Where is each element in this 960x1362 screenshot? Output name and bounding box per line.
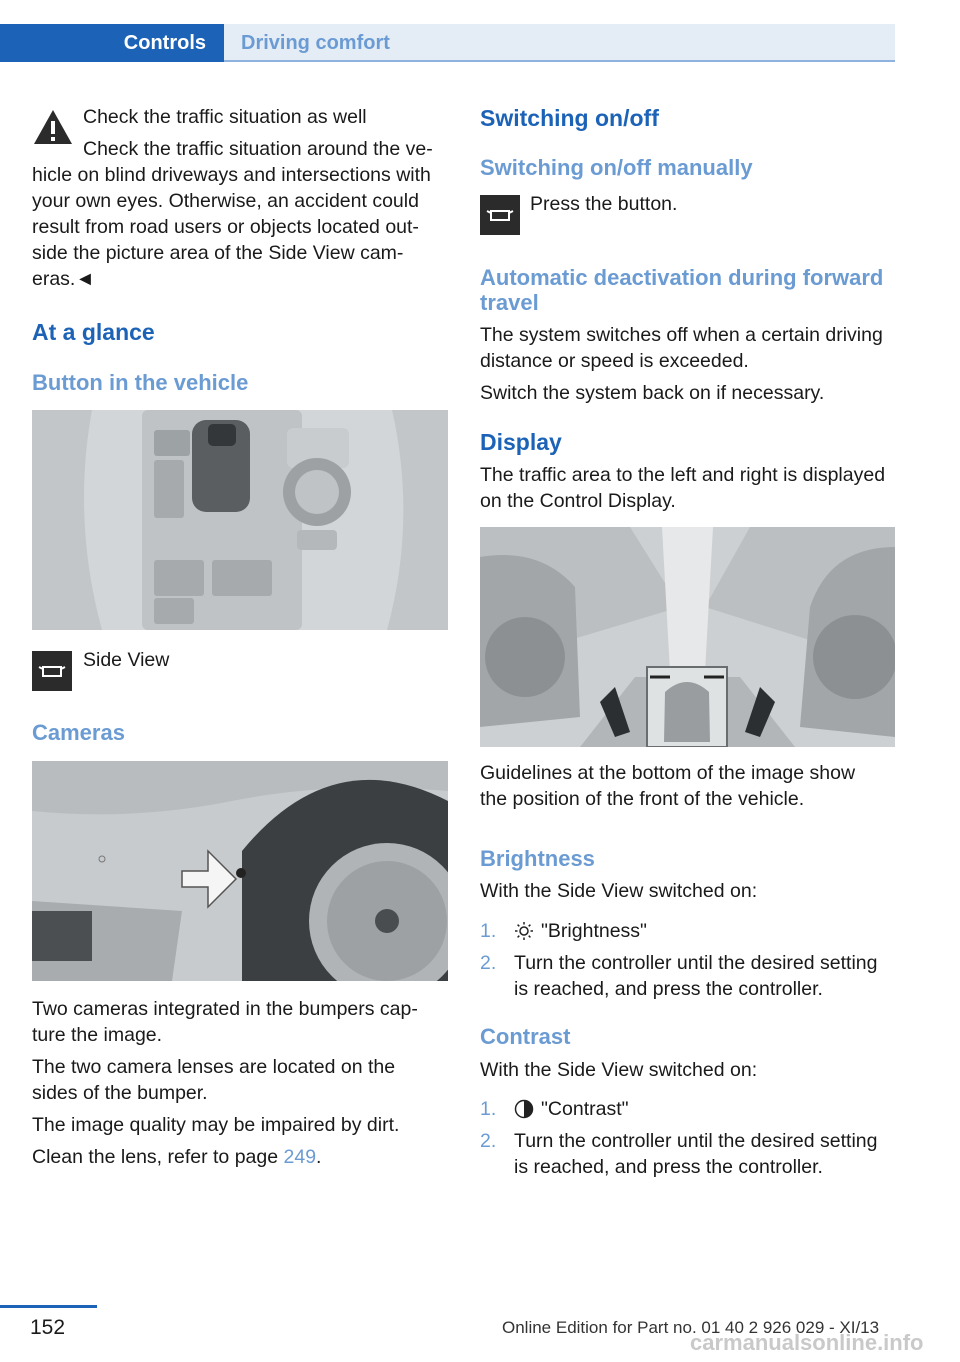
footer-divider bbox=[0, 1305, 97, 1308]
heading-contrast: Contrast bbox=[480, 1024, 571, 1049]
heading-brightness: Brightness bbox=[480, 846, 595, 871]
warning-text: hicle on blind driveways and intersections with bbox=[32, 164, 431, 186]
side-view-button-icon bbox=[32, 651, 72, 691]
heading-automatic-deactivation: Automatic deactivation during forward bbox=[480, 265, 884, 290]
warning-text: your own eyes. Otherwise, an accident could bbox=[32, 190, 419, 212]
header-divider bbox=[224, 60, 895, 62]
list-item-brightness: "Brightness" bbox=[541, 920, 647, 942]
control-display-image bbox=[480, 527, 895, 747]
display-text: on the Control Display. bbox=[480, 490, 676, 512]
cameras-text: Two cameras integrated in the bumpers cap- bbox=[32, 998, 418, 1020]
list-number: 2. bbox=[480, 952, 497, 974]
display-text: The traffic area to the left and right is displayed bbox=[480, 464, 886, 486]
heading-automatic-deactivation: travel bbox=[480, 290, 539, 315]
list-number: 2. bbox=[480, 1130, 497, 1152]
auto-text: Switch the system back on if necessary. bbox=[480, 382, 825, 404]
heading-switching-on-off: Switching on/off bbox=[480, 105, 659, 131]
list-number: 1. bbox=[480, 1098, 497, 1120]
heading-switching-manually: Switching on/off manually bbox=[480, 155, 753, 180]
heading-button-in-vehicle: Button in the vehicle bbox=[32, 370, 249, 395]
cameras-text bbox=[32, 1144, 321, 1170]
warning-text: side the picture area of the Side View cam- bbox=[32, 242, 404, 264]
press-button-text: Press the button. bbox=[530, 193, 678, 215]
bumper-camera-photo bbox=[32, 761, 448, 981]
list-item-text: is reached, and press the controller. bbox=[514, 978, 823, 1000]
console-photo bbox=[32, 410, 448, 630]
warning-text: eras.◄ bbox=[32, 268, 95, 290]
cameras-text: The image quality may be impaired by dirt. bbox=[32, 1114, 400, 1136]
side-view-button-icon bbox=[480, 195, 520, 235]
warning-text: Check the traffic situation around the ve- bbox=[83, 138, 433, 160]
cameras-text: ture the image. bbox=[32, 1024, 163, 1046]
contrast-intro: With the Side View switched on: bbox=[480, 1059, 758, 1081]
page-number: 152 bbox=[30, 1316, 66, 1339]
side-view-label: Side View bbox=[83, 649, 170, 671]
period: . bbox=[316, 1146, 322, 1168]
page-link-249[interactable]: 249 bbox=[283, 1146, 317, 1168]
clean-lens-text: Clean the lens, refer to page bbox=[32, 1146, 284, 1168]
heading-cameras: Cameras bbox=[32, 720, 125, 745]
tab-driving-comfort[interactable]: Driving comfort bbox=[224, 24, 895, 62]
heading-display: Display bbox=[480, 429, 562, 455]
list-item-text: Turn the controller until the desired setting bbox=[514, 952, 878, 974]
brightness-sun-icon bbox=[514, 921, 534, 941]
list-item-contrast: "Contrast" bbox=[541, 1098, 629, 1120]
cameras-text: The two camera lenses are located on the bbox=[32, 1056, 396, 1078]
tab-controls[interactable]: Controls bbox=[0, 24, 224, 62]
cameras-text: sides of the bumper. bbox=[32, 1082, 208, 1104]
warning-text: result from road users or objects located out- bbox=[32, 216, 419, 238]
warning-title: Check the traffic situation as well bbox=[83, 106, 367, 128]
guidelines-text: the position of the front of the vehicle. bbox=[480, 788, 805, 810]
contrast-icon bbox=[514, 1099, 534, 1119]
edition-text: Online Edition for Part no. 01 40 2 926 029 - XI/13 bbox=[502, 1318, 880, 1337]
auto-text: The system switches off when a certain driving bbox=[480, 324, 883, 346]
list-number: 1. bbox=[480, 920, 497, 942]
brightness-intro: With the Side View switched on: bbox=[480, 880, 758, 902]
watermark: carmanualsonline.info bbox=[690, 1330, 924, 1355]
heading-at-a-glance: At a glance bbox=[32, 319, 155, 345]
list-item-text: is reached, and press the controller. bbox=[514, 1156, 823, 1178]
guidelines-text: Guidelines at the bottom of the image show bbox=[480, 762, 856, 784]
list-item-text: Turn the controller until the desired setting bbox=[514, 1130, 878, 1152]
warning-icon bbox=[32, 108, 74, 146]
auto-text: distance or speed is exceeded. bbox=[480, 350, 749, 372]
